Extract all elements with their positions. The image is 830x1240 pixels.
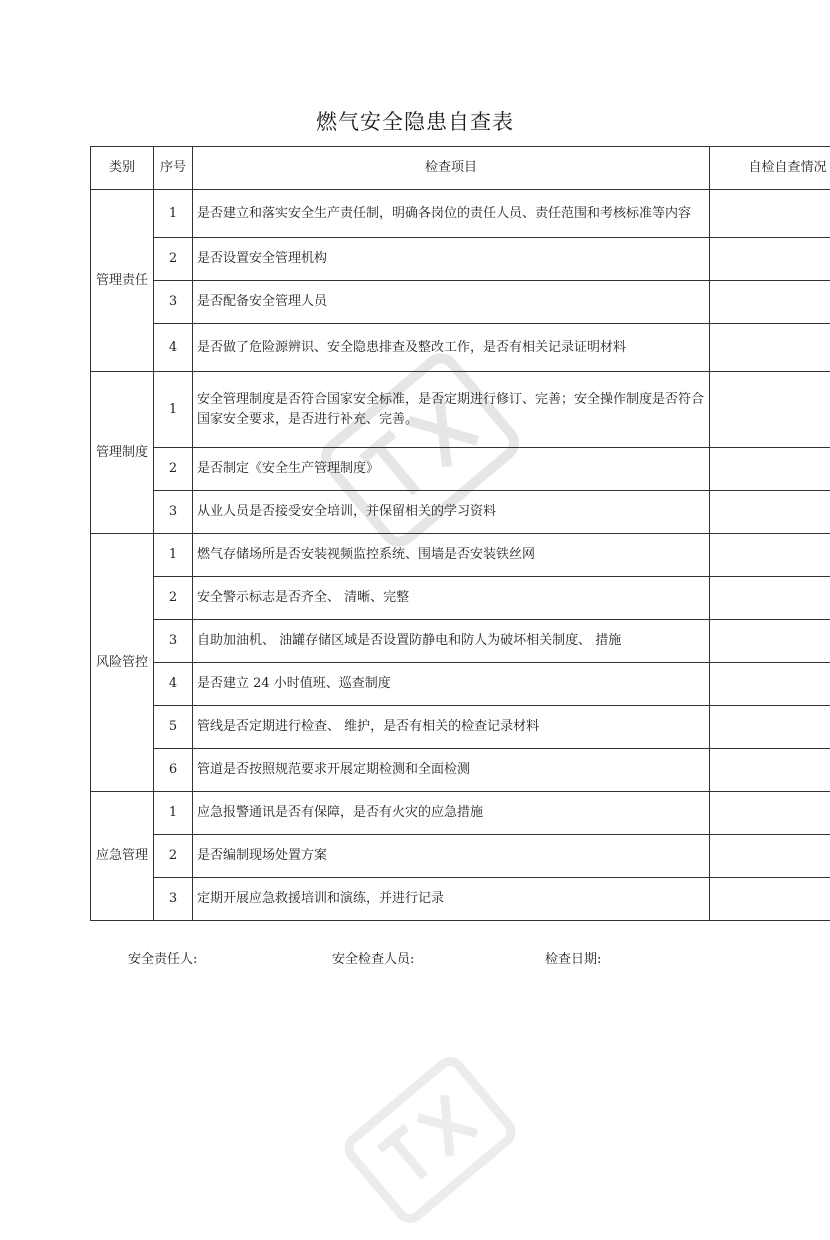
result-cell[interactable] <box>710 534 830 577</box>
result-cell[interactable] <box>710 749 830 792</box>
seq-cell: 3 <box>154 878 193 921</box>
seq-cell: 6 <box>154 749 193 792</box>
seq-cell: 1 <box>154 534 193 577</box>
seq-cell: 3 <box>154 620 193 663</box>
item-cell: 是否做了危险源辨识、安全隐患排查及整改工作，是否有相关记录证明材料 <box>193 324 710 372</box>
item-cell: 是否建立 24 小时值班、巡查制度 <box>193 663 710 706</box>
item-cell: 是否建立和落实安全生产责任制，明确各岗位的责任人员、责任范围和考核标准等内容 <box>193 190 710 238</box>
header-result: 自检自查情况 <box>710 147 830 190</box>
item-cell: 自助加油机、 油罐存储区域是否设置防静电和防人为破坏相关制度、 措施 <box>193 620 710 663</box>
table-row <box>91 372 830 448</box>
table-row <box>91 324 830 372</box>
watermark-logo-bottom <box>330 1040 530 1240</box>
result-cell[interactable] <box>710 706 830 749</box>
checklist-table <box>90 146 830 921</box>
item-cell: 是否设置安全管理机构 <box>193 238 710 281</box>
result-cell[interactable] <box>710 190 830 238</box>
table-row <box>91 238 830 281</box>
result-cell[interactable] <box>710 448 830 491</box>
item-cell: 从业人员是否接受安全培训，并保留相关的学习资料 <box>193 491 710 534</box>
table-row <box>91 663 830 706</box>
footer-date-label: 检查日期: <box>545 948 601 967</box>
item-cell: 安全警示标志是否齐全、 清晰、完整 <box>193 577 710 620</box>
item-cell: 是否制定《安全生产管理制度》 <box>193 448 710 491</box>
table-row <box>91 448 830 491</box>
result-cell[interactable] <box>710 878 830 921</box>
result-cell[interactable] <box>710 491 830 534</box>
result-cell[interactable] <box>710 620 830 663</box>
table-row <box>91 835 830 878</box>
seq-cell: 3 <box>154 491 193 534</box>
seq-cell: 4 <box>154 663 193 706</box>
page-title: 燃气安全隐患自查表 <box>0 106 830 136</box>
header-item: 检查项目 <box>193 147 710 190</box>
seq-cell: 4 <box>154 324 193 372</box>
seq-cell: 1 <box>154 190 193 238</box>
seq-cell: 3 <box>154 281 193 324</box>
result-cell[interactable] <box>710 663 830 706</box>
category-cell: 管理制度 <box>91 372 154 534</box>
table-row <box>91 281 830 324</box>
table-row <box>91 792 830 835</box>
result-cell[interactable] <box>710 324 830 372</box>
table-row <box>91 620 830 663</box>
item-cell: 安全管理制度是否符合国家安全标准，是否定期进行修订、完善；安全操作制度是否符合国家安全要求，是否进行补充、完善。 <box>193 372 710 448</box>
item-cell: 是否编制现场处置方案 <box>193 835 710 878</box>
item-cell: 定期开展应急救援培训和演练，并进行记录 <box>193 878 710 921</box>
table-row <box>91 534 830 577</box>
item-cell: 是否配备安全管理人员 <box>193 281 710 324</box>
seq-cell: 2 <box>154 577 193 620</box>
result-cell[interactable] <box>710 792 830 835</box>
item-cell: 燃气存储场所是否安装视频监控系统、围墙是否安装铁丝网 <box>193 534 710 577</box>
table-row <box>91 878 830 921</box>
result-cell[interactable] <box>710 835 830 878</box>
category-cell: 管理责任 <box>91 190 154 372</box>
table-row <box>91 749 830 792</box>
seq-cell: 5 <box>154 706 193 749</box>
item-cell: 管线是否定期进行检查、 维护，是否有相关的检查记录材料 <box>193 706 710 749</box>
footer-responsible-label: 安全责任人: <box>128 948 197 967</box>
seq-cell: 2 <box>154 238 193 281</box>
item-cell: 应急报警通讯是否有保障，是否有火灾的应急措施 <box>193 792 710 835</box>
table-row <box>91 706 830 749</box>
seq-cell: 2 <box>154 835 193 878</box>
header-category: 类别 <box>91 147 154 190</box>
category-cell: 应急管理 <box>91 792 154 921</box>
result-cell[interactable] <box>710 281 830 324</box>
result-cell[interactable] <box>710 577 830 620</box>
header-row <box>91 147 830 190</box>
result-cell[interactable] <box>710 372 830 448</box>
header-seq: 序号 <box>154 147 193 190</box>
table-row <box>91 577 830 620</box>
item-cell: 管道是否按照规范要求开展定期检测和全面检测 <box>193 749 710 792</box>
seq-cell: 1 <box>154 792 193 835</box>
seq-cell: 1 <box>154 372 193 448</box>
category-cell: 风险管控 <box>91 534 154 792</box>
seq-cell: 2 <box>154 448 193 491</box>
table-row <box>91 491 830 534</box>
footer-inspector-label: 安全检查人员: <box>332 948 414 967</box>
table-row <box>91 190 830 238</box>
result-cell[interactable] <box>710 238 830 281</box>
